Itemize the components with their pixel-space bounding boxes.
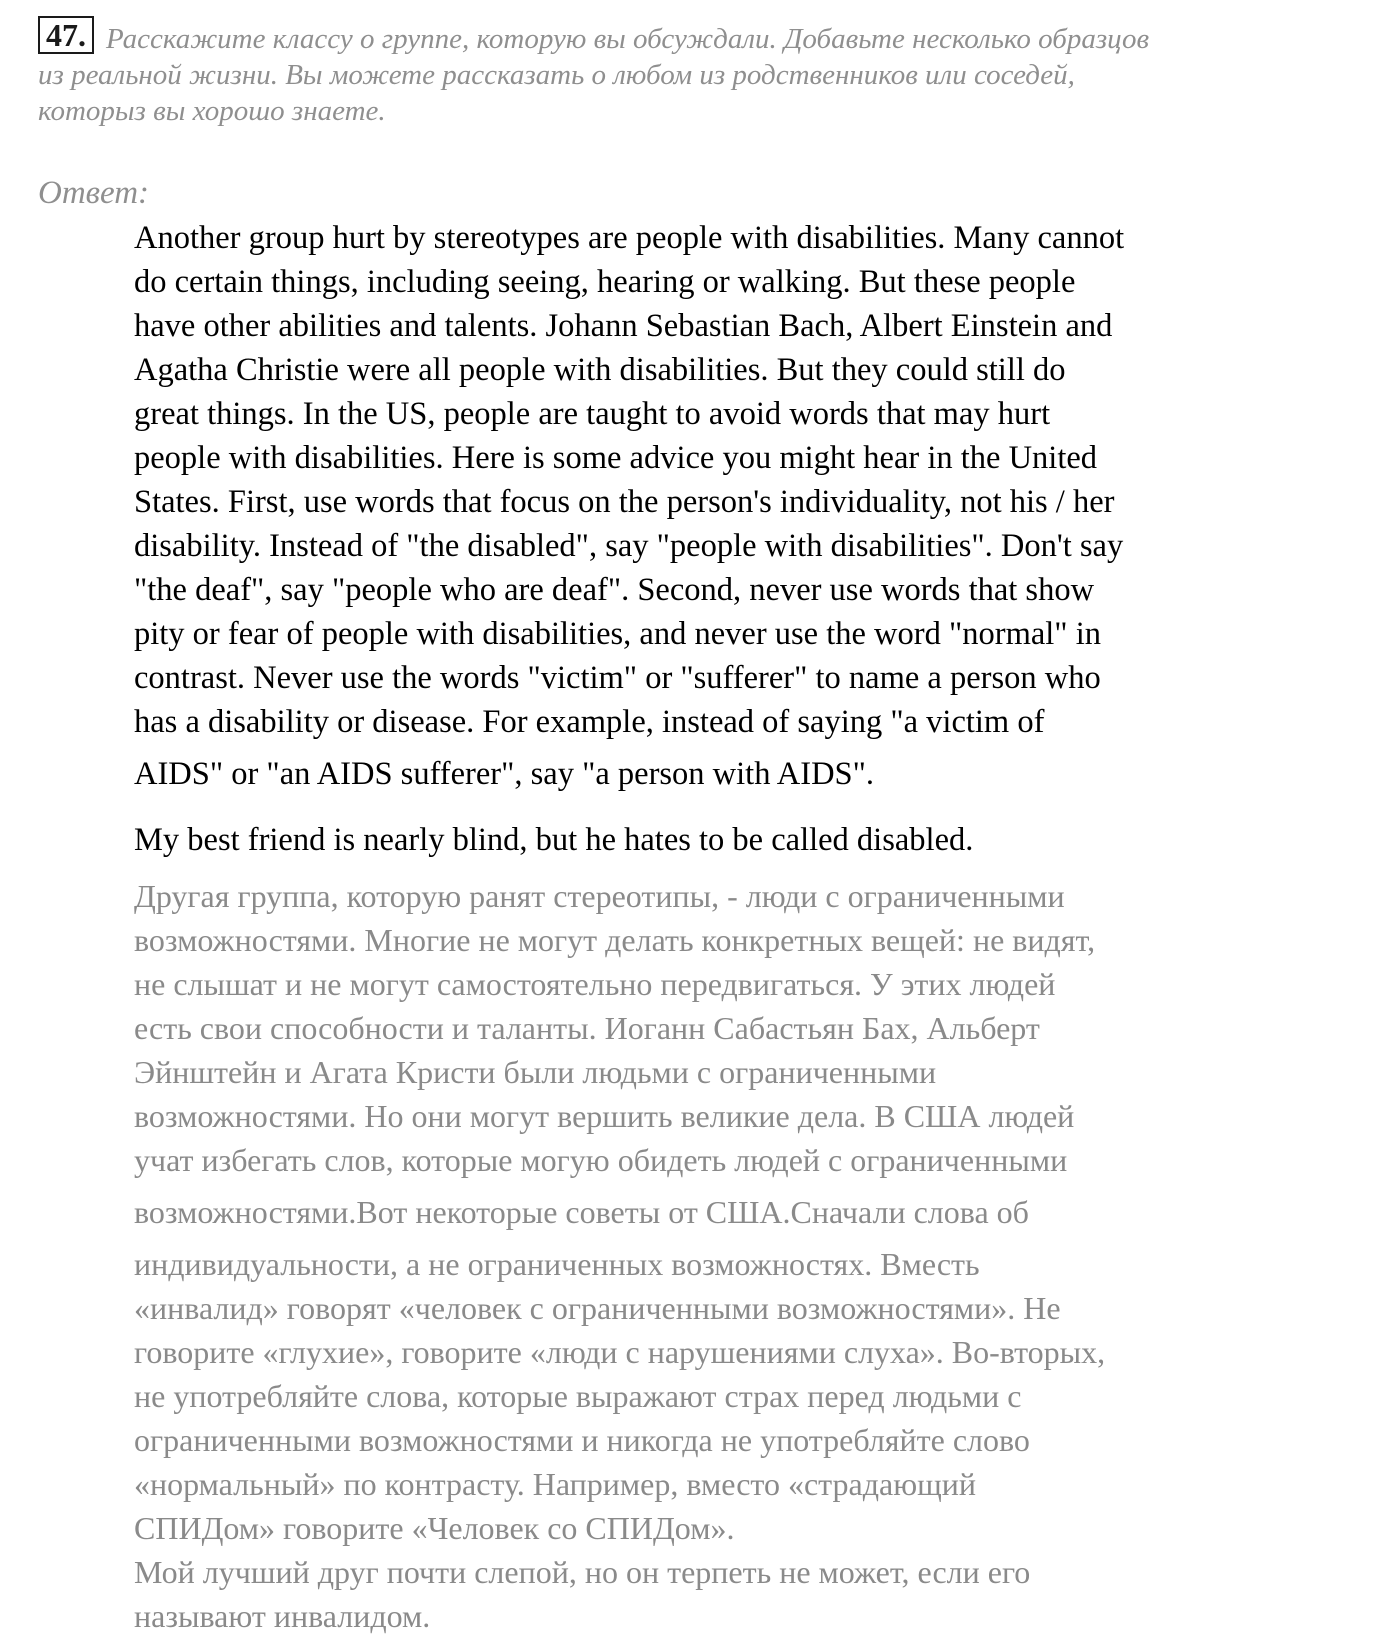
english-line: disability. Instead of "the disabled", say "people with disabilities". Don't say	[134, 528, 1124, 564]
russian-line: говорите «глухие», говорите «люди с нарушениями слуха». Во-вторых,	[134, 1334, 1106, 1370]
english-line: AIDS" or "an AIDS sufferer", say "a person with AIDS".	[134, 756, 875, 792]
english-line: people with disabilities. Here is some advice you might hear in the United	[134, 440, 1098, 476]
english-answer-text	[134, 216, 1384, 870]
task-prompt-text-1: Расскажите классу о группе, которую вы обсуждали. Добавьте несколько образцов	[106, 23, 1150, 55]
russian-line: индивидуальности, а не ограниченных возможностях. Вместь	[134, 1246, 980, 1282]
russian-line: СПИДом» говорите «Человек со СПИДом».	[134, 1510, 735, 1546]
russian-line: «инвалид» говорят «человек с ограниченными возможностями». Не	[134, 1290, 1061, 1326]
russian-line: ограниченными возможностями и никогда не употребляйте слово	[134, 1422, 1030, 1458]
english-line: have other abilities and talents. Johann Sebastian Bach, Albert Einstein and	[134, 308, 1113, 344]
russian-line: Эйнштейн и Агата Кристи были людьми с ограниченными	[134, 1054, 937, 1090]
english-line: Agatha Christie were all people with disabilities. But they could still do	[134, 352, 1066, 388]
english-line: Another group hurt by stereotypes are people with disabilities. Many cannot	[134, 220, 1125, 256]
english-line: has a disability or disease. For example, instead of saying "a victim of	[134, 704, 1045, 740]
russian-line: возможностями. Многие не могут делать конкретных вещей: не видят,	[134, 922, 1096, 958]
russian-line: не слышат и не могут самостоятельно передвигаться. У этих людей	[134, 966, 1056, 1002]
task-prompt-line-3: которыз вы хорошо знаете.	[38, 95, 386, 127]
answer-label: Ответ:	[38, 175, 150, 211]
english-line: States. First, use words that focus on the person's individuality, not his / her	[134, 484, 1115, 520]
russian-line: называют инвалидом.	[134, 1598, 431, 1634]
task-prompt-line-1	[38, 16, 1368, 57]
english-line-best-friend: My best friend is nearly blind, but he hates to be called disabled.	[134, 822, 974, 858]
russian-line: Мой лучший друг почти слепой, но он терпеть не может, если его	[134, 1554, 1031, 1590]
task-prompt-line-2: из реальной жизни. Вы можете рассказать о любом из родственников или соседей,	[38, 59, 1075, 91]
english-line: great things. In the US, people are taught to avoid words that may hurt	[134, 396, 1051, 432]
english-line: contrast. Never use the words "victim" or "sufferer" to name a person who	[134, 660, 1101, 696]
russian-translation-text	[134, 874, 1384, 1638]
task-number-box: 47.	[38, 16, 94, 54]
english-line: pity or fear of people with disabilities, and never use the word "normal" in	[134, 616, 1101, 652]
task-prompt	[38, 16, 1368, 129]
russian-line: не употребляйте слова, которые выражают страх перед людьми с	[134, 1378, 1022, 1414]
russian-line: возможностями. Но они могут вершить великие дела. В США людей	[134, 1098, 1075, 1134]
russian-line: учат избегать слов, которые могую обидеть людей с ограниченными	[134, 1142, 1068, 1178]
russian-line: Другая группа, которую ранят стереотипы, - люди с ограниченными	[134, 878, 1065, 914]
russian-line: «нормальный» по контрасту. Например, вместо «страдающий	[134, 1466, 977, 1502]
english-line: "the deaf", say "people who are deaf". Second, never use words that show	[134, 572, 1095, 608]
english-line: do certain things, including seeing, hearing or walking. But these people	[134, 264, 1076, 300]
russian-line: возможностями.Вот некоторые советы от США.Сначали слова об	[134, 1194, 1029, 1230]
russian-line: есть свои способности и таланты. Иоганн Сабастьян Бах, Альберт	[134, 1010, 1040, 1046]
